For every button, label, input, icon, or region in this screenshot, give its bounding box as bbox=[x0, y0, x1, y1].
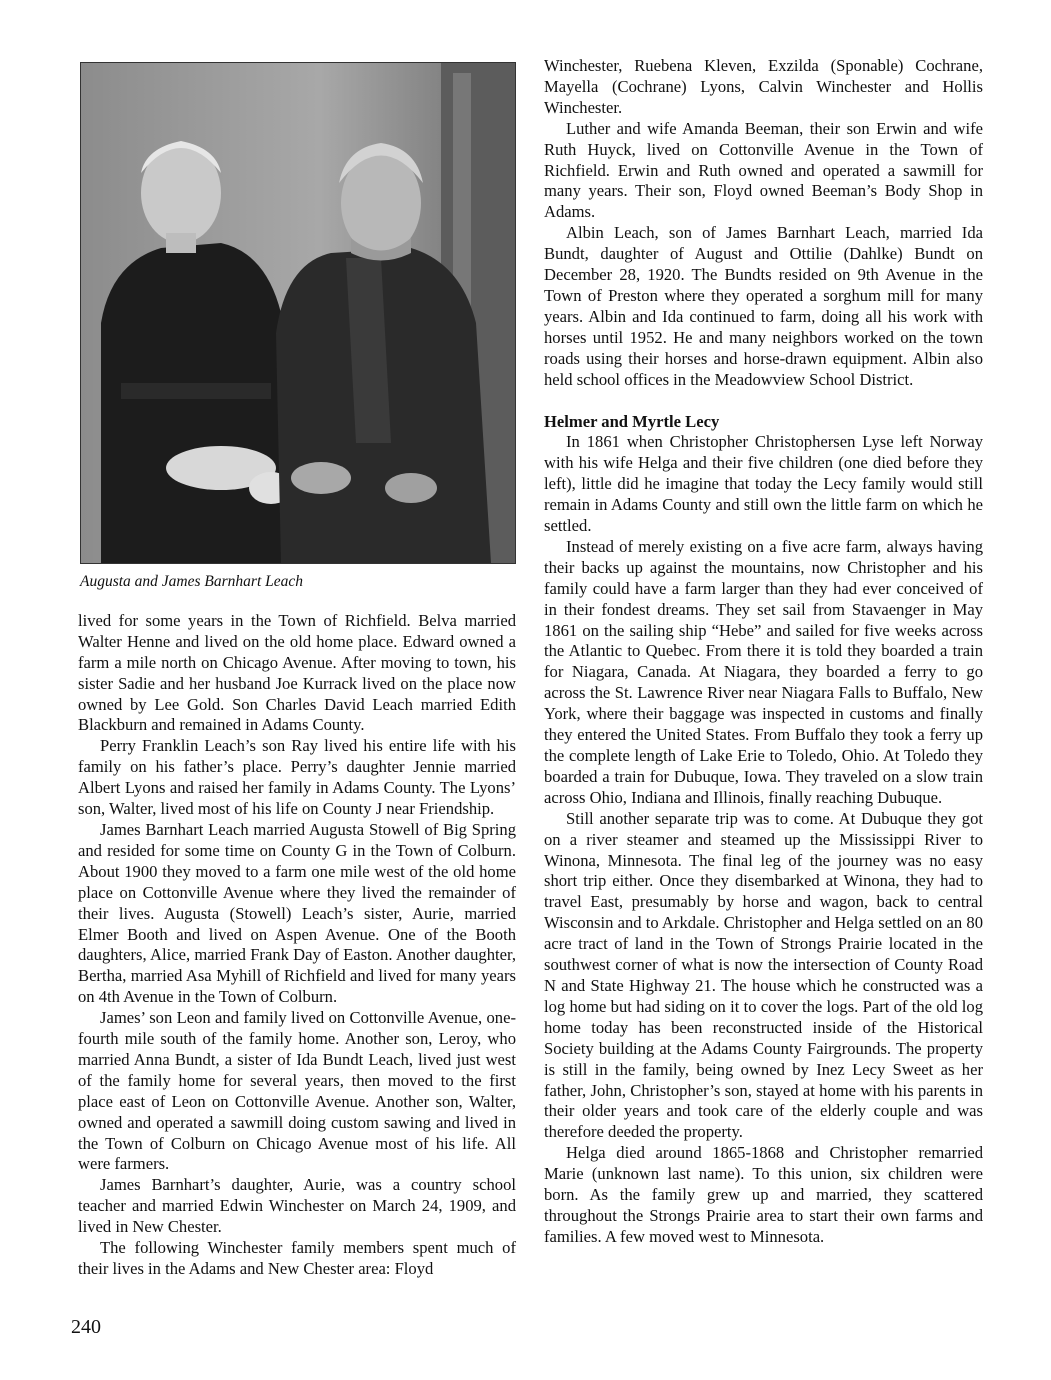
right-paragraph-6: Helga died around 1865-1868 and Christopher remarried Marie (unknown last name). To this union, six children were born. As the family grew up and married, they scattered throughout the Strongs Prairie area to start their own farms and families. A few moved west to Minnesota. bbox=[544, 1143, 983, 1246]
section-heading: Helmer and Myrtle Lecy bbox=[544, 411, 720, 431]
portrait-photo bbox=[80, 62, 516, 564]
page-number: 240 bbox=[71, 1316, 101, 1338]
left-paragraph-2: Perry Franklin Leach’s son Ray lived his entire life with his family on his father’s place. Perry’s daughter Jennie married Albert Lyons and raised her family in Adams County. The Lyons’ son, Walter, lived most of his life on County J near Friendship. bbox=[78, 736, 516, 819]
portrait-illustration bbox=[81, 63, 515, 563]
right-paragraph-5: Still another separate trip was to come. At Dubuque they got on a river steamer and steamed up the Mississippi River to Winona, Minnesota. The final leg of the journey was no easy short trip either. Once they disembarked at Winona, they had to travel East, presumably by horse and wagon, back to central Wisconsin and to Arkdale. Christopher and Helga settled on an 80 acre tract of land in the Town of Strongs Prairie located in the southwest corner of what is now the intersection of County Road N and State Highway 21. The house which he constructed was a log home but had siding on it to cover the logs. Part of the old log home today has been reconstructed inside of the Historical Society building at the Adams County Fairgrounds. The property is still in the family, being owned by Inez Lecy Sweet as her father, John, Christopher’s son, stayed at home with his parents in their older years and took care of the elderly couple and was therefore deeded the property. bbox=[544, 808, 983, 1142]
right-paragraph-1: Luther and wife Amanda Beeman, their son Erwin and wife Ruth Huyck, lived on Cottonville Avenue in the Town of Richfield. Erwin and Ruth owned and operated a sawmill for many years. Their son, Floyd owned Beeman’s Body Shop in Adams. bbox=[544, 118, 983, 222]
left-paragraph-3: James Barnhart Leach married Augusta Stowell of Big Spring and resided for some time on County G in the Town of Colburn. About 1900 they moved to a farm one mile west of the old home place on Cottonville Avenue where they lived the remainder of their lives. Augusta (Stowell) Leach’s sister, Aurie, married Elmer Booth and lived on Aspen Avenue. One of the Booth daughters, Alice, married Frank Day of Easton. Another daughter, Bertha, married Asa Myhill of Richfield and lived for many years on 4th Avenue in the Town of Colburn. bbox=[78, 819, 516, 1007]
left-paragraph-6: The following Winchester family members spent much of their lives in the Adams and New Chester area: Floyd bbox=[78, 1238, 516, 1278]
right-paragraph-2: Albin Leach, son of James Barnhart Leach, married Ida Bundt, daughter of August and Ottilie (Dahlke) Bundt on December 28, 1920. The Bundts resided on 9th Avenue in the Town of Preston where they operated a sorghum mill for many years. Albin and Ida continued to farm, doing all his work with horses until 1952. He and many neighbors worked on the town roads using their horses and horse-drawn equipment. Albin also held school offices in the Meadowview School District. bbox=[544, 223, 983, 389]
right-column bbox=[544, 56, 983, 1248]
left-column bbox=[78, 56, 516, 1280]
left-paragraph-1: lived for some years in the Town of Richfield. Belva married Walter Henne and lived on the old home place. Edward owned a farm a mile north on Chicago Avenue. After moving to town, his sister Sadie and her husband Joe Kurrack lived on the place now owned by Lee Gold. Son Charles David Leach married Edith Blackburn and remained in Adams County. bbox=[78, 610, 516, 735]
left-paragraph-5: James Barnhart’s daughter, Aurie, was a country school teacher and married Edwin Winchester on March 24, 1909, and lived in New Chester. bbox=[78, 1175, 516, 1237]
left-paragraph-4: James’ son Leon and family lived on Cottonville Avenue, one-fourth mile south of the family home. Another son, Leroy, who married Anna Bundt, a sister of Ida Bundt Leach, lived just west of the family home for several years, then moved to the first place east of Leon on Cottonville Avenue. Another son, Walter, owned and operated a sawmill doing custom sawing and lived in the Town of Colburn on Chicago Avenue most of his life. All were farmers. bbox=[78, 1008, 516, 1174]
photo-caption: Augusta and James Barnhart Leach bbox=[80, 573, 304, 590]
right-paragraph-3: In 1861 when Christopher Christophersen Lyse left Norway with his wife Helga and their five children (one died before they left), little did he imagine that today the Lecy family would still remain in Adams County and still own the little farm on which he settled. bbox=[544, 432, 983, 536]
right-paragraph-4: Instead of merely existing on a five acre farm, always having their backs up against the mountains, now Christopher and his family could have a farm larger than they had ever conceived of in their fondest dreams. They set sail from Stavaenger in May 1861 on the sailing ship “Hebe” and sailed for five weeks across the Atlantic to Quebec. From there it is told they boarded a train for Niagara, Canada. At Niagara, they boarded a ferry to go across the St. Lawrence River near Niagara Falls to Buffalo, New York, where their baggage was inspected in customs and finally they entered the United States. From Buffalo they took a ferry up the complete length of Lake Erie to Toledo, Ohio. At Toledo they boarded a train for Dubuque, Iowa. They traveled on a slow train across Ohio, Indiana and Illinois, finally reaching Dubuque. bbox=[544, 536, 983, 807]
right-lead-paragraph: Winchester, Ruebena Kleven, Exzilda (Sponable) Cochrane, Mayella (Cochrane) Lyons, Calvin Winchester and Hollis Winchester. bbox=[544, 56, 983, 117]
